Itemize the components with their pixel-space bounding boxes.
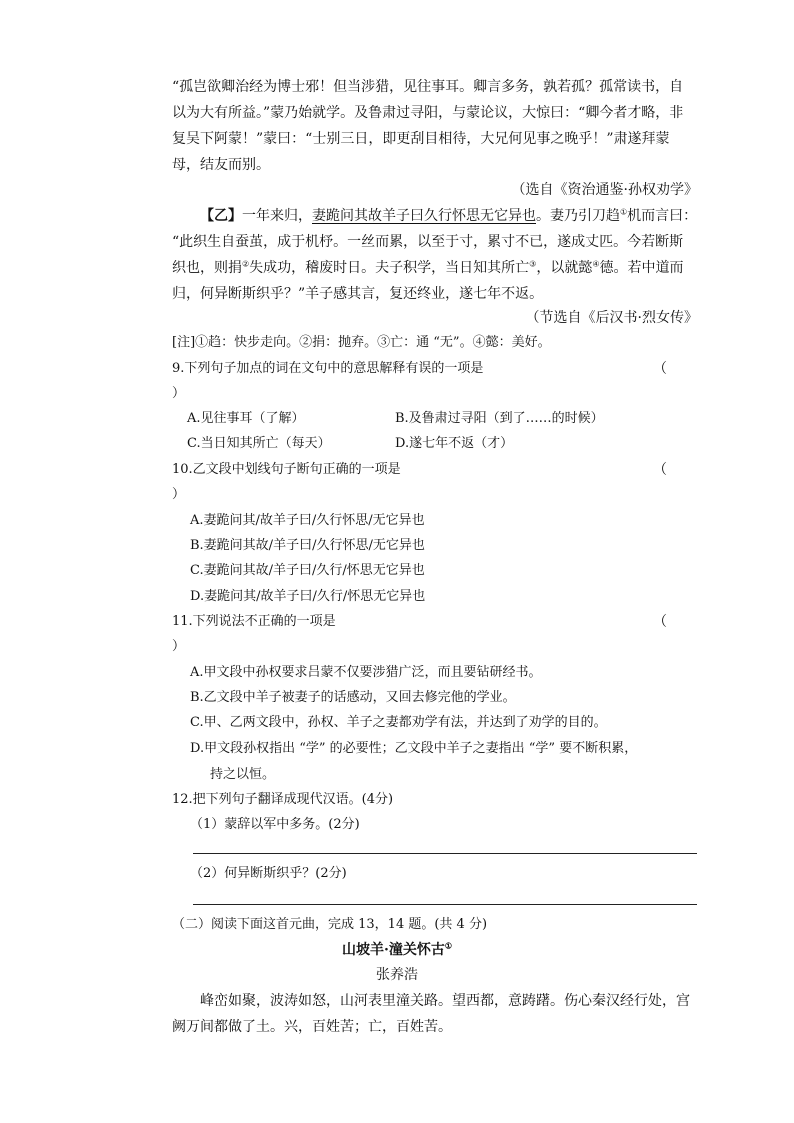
yi-l3-c: ，以就懿 <box>536 260 593 276</box>
q12-stem: 12.把下列句子翻译成现代汉语。(4分) <box>172 792 394 807</box>
yi-line-4: 归，何异断斯织乎？”羊子感其言，复还终业，遂七年不返。 <box>172 286 544 302</box>
poem-title-text: 山坡羊·潼关怀古 <box>341 942 445 958</box>
q11-option-a: A.甲文段中孙权要求吕蒙不仅要涉猎广泛，而且要钻研经书。 <box>190 665 542 680</box>
q11-option-d: D.甲文段孙权指出 “学” 的必要性；乙文段中羊子之妻指出 “学” 要不断积累， <box>190 741 638 756</box>
yi-source: （节选自《后汉书·烈女传》 <box>525 310 698 326</box>
yi-line-2: “此织生自蚕茧，成于机杼。一丝而累，以至于寸，累寸不已，遂成丈匹。今若断斯 <box>172 234 684 250</box>
q9-answer-paren: （ <box>653 361 667 377</box>
yi-l3-b: 失成功，稽废时日。夫子积学，当日知其所亡 <box>249 260 530 276</box>
q9-option-a: A.见往事耳（了解） <box>187 411 305 426</box>
q9-paren-close: ） <box>172 386 186 401</box>
poem-title-note: ① <box>444 940 453 951</box>
poem-title <box>0 940 794 960</box>
note-marker-4: ④ <box>592 259 600 269</box>
jia-line-3: 复吴下阿蒙！”蒙曰：“士别三日，即更刮目相待，大兄何见事之晚乎！”肃遂拜蒙 <box>172 131 670 147</box>
q11-option-c: C.甲、乙两文段中，孙权、羊子之妻都劝学有法，并达到了劝学的目的。 <box>190 715 607 730</box>
q10-stem: 10.乙文段中划线句子断句正确的一项是 <box>172 462 401 477</box>
yi-l3-d: 德。若中道而 <box>599 260 684 276</box>
note-marker-3: ③ <box>529 259 537 269</box>
jia-line-1: “孤岂欲卿治经为博士邪！但当涉猎，见往事耳。卿言多务，孰若孤？孤常读书，自 <box>172 79 684 95</box>
poem-author: 张养浩 <box>376 967 418 983</box>
jia-source: （选自《资治通鉴·孙权劝学》 <box>511 182 698 198</box>
q10-paren-close: ） <box>172 487 186 502</box>
note-marker-1: ① <box>620 207 628 217</box>
yi-l1-end: 机而言曰： <box>627 208 698 224</box>
yi-l1-pre: 一年来归， <box>242 208 312 224</box>
q12-sub-2: （2）何异断斯织乎？(2分) <box>190 866 347 881</box>
poem-line-2: 阙万间都做了土。兴，百姓苦；亡，百姓苦。 <box>172 1019 452 1035</box>
jia-line-2: 以为大有所益。”蒙乃始就学。及鲁肃过寻阳，与蒙论议，大惊曰：“卿今者才略，非 <box>172 105 684 121</box>
q11-answer-paren: （ <box>653 614 667 630</box>
jia-line-4: 母，结友而别。 <box>172 157 270 173</box>
yi-line-3 <box>172 258 702 278</box>
poem-line-1: 峰峦如聚，波涛如怒，山河表里潼关路。望西都，意踌躇。伤心秦汉经行处，宫 <box>200 993 690 1009</box>
q10-option-a: A.妻跪问其/故羊子曰/久行怀思/无它异也 <box>190 513 425 528</box>
note-marker-2: ② <box>242 259 250 269</box>
q9-option-c: C.当日知其所亡（每天） <box>187 436 331 451</box>
q9-option-d: D.遂七年不返（才） <box>395 436 514 451</box>
yi-label: 【乙】 <box>200 208 242 224</box>
q9-option-b: B.及鲁肃过寻阳（到了……的时候） <box>395 411 604 426</box>
q11-paren-close: ） <box>172 639 186 654</box>
q10-option-d: D.妻跪问其/故羊子曰/久行/怀思无它异也 <box>190 589 426 604</box>
q11-option-d-cont: 持之以恒。 <box>210 767 276 782</box>
q12-sub-1: （1）蒙辞以军中多务。(2分) <box>190 817 360 832</box>
q10-option-b: B.妻跪问其故/羊子曰/久行怀思/无它异也 <box>190 538 425 553</box>
annotations: [注]①趋：快步走向。②捐：抛弃。③亡：通 “无”。④懿：美好。 <box>172 335 551 350</box>
q11-option-b: B.乙文段中羊子被妻子的话感动，又回去修完他的学业。 <box>190 690 516 705</box>
yi-underlined-sentence: 妻跪问其故羊子曰久行怀思无它异也 <box>312 208 536 224</box>
yi-l1-post: 。妻乃引刀趋 <box>536 208 620 224</box>
yi-line-1 <box>200 206 730 226</box>
q10-option-c: C.妻跪问其故/羊子曰/久行/怀思无它异也 <box>190 563 425 578</box>
answer-line-1[interactable] <box>193 853 697 854</box>
q10-answer-paren: （ <box>653 462 667 478</box>
section2-heading: （二）阅读下面这首元曲，完成 13，14 题。(共 4 分) <box>172 917 488 932</box>
q11-stem: 11.下列说法不正确的一项是 <box>172 614 336 629</box>
yi-l3-a: 织也，则捐 <box>172 260 242 276</box>
answer-line-2[interactable] <box>193 904 697 905</box>
q9-stem: 9.下列句子加点的词在文句中的意思解释有误的一项是 <box>172 361 484 376</box>
